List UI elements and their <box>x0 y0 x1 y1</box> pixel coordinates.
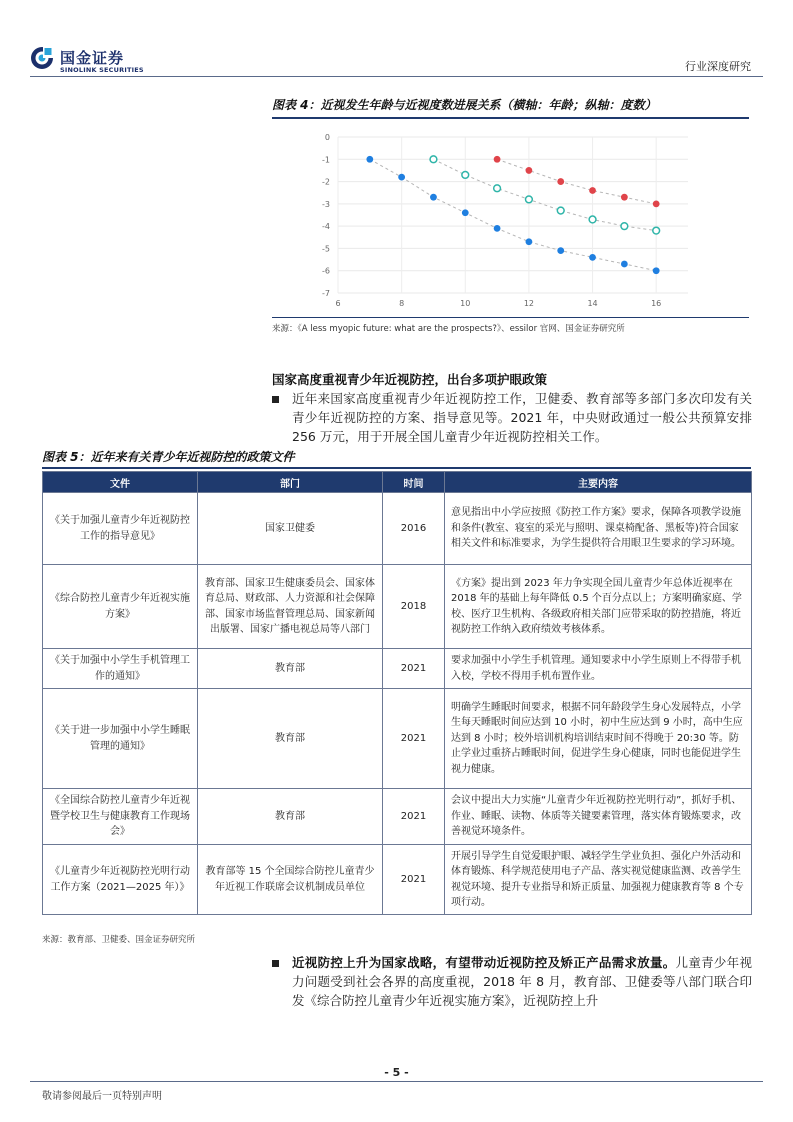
data-point-blue <box>366 156 373 163</box>
y-tick-label: -6 <box>322 266 330 276</box>
row-content: 要求加强中小学生手机管理。通知要求中小学生原则上不得带手机入校，学校不得用手机布置作业。 <box>445 649 752 689</box>
table-header-row <box>43 472 752 493</box>
row-document: 《儿童青少年近视防控光明行动工作方案（2021—2025 年）》 <box>43 845 198 915</box>
data-point-teal <box>526 196 533 203</box>
row-document: 《关于加强中小学生手机管理工作的通知》 <box>43 649 198 689</box>
footer-divider <box>30 1081 763 1082</box>
data-point-red <box>494 156 501 163</box>
myopia-progression-chart <box>272 125 749 315</box>
data-point-blue <box>430 194 437 201</box>
header-document: 文件 <box>43 472 198 493</box>
disclaimer-note: 敬请参阅最后一页特别声明 <box>42 1091 162 1102</box>
data-point-blue <box>494 225 501 232</box>
page-number: - 5 - <box>384 1066 409 1079</box>
data-point-teal <box>653 227 660 234</box>
row-department: 教育部 <box>198 689 383 789</box>
row-department: 国家卫健委 <box>198 493 383 565</box>
row-department: 教育部 <box>198 649 383 689</box>
row-department: 教育部 <box>198 789 383 845</box>
x-tick-label: 10 <box>460 299 471 308</box>
y-tick-label: -3 <box>322 199 330 209</box>
data-point-teal <box>494 185 501 192</box>
data-point-blue <box>398 174 405 181</box>
data-point-red <box>589 187 596 194</box>
policy-table <box>42 471 752 915</box>
row-year: 2021 <box>383 649 445 689</box>
logo-name-cn: 国金证券 <box>60 49 125 67</box>
row-content: 意见指出中小学应按照《防控工作方案》要求，保障各项教学设施和条件(教室、寝室的采光与照明、课桌椅配备、黑板等)符合国家相关文件和标准要求，为学生提供符合用眼卫生要求的学习环境。 <box>445 493 752 565</box>
figure4-source: 来源：《A less myopic future: what are the prospects?》、essilor 官网、国金证券研究所 <box>272 324 625 334</box>
row-document: 《关于加强儿童青少年近视防控工作的指导意见》 <box>43 493 198 565</box>
y-tick-label: -4 <box>322 222 330 232</box>
data-point-teal <box>589 216 596 223</box>
logo-name-en: SINOLINK SECURITIES <box>60 66 144 74</box>
row-year: 2021 <box>383 689 445 789</box>
row-content: 开展引导学生自觉爱眼护眼、减轻学生学业负担、强化户外活动和体育锻炼、科学规范使用电子产品、落实视觉健康监测、改善学生视觉环境、提升专业指导和矫正质量、加强视力健康教育等 8 个专项行动。 <box>445 845 752 915</box>
strategy-heading: 近视防控上升为国家战略，有望带动近视防控及矫正产品需求放量。 <box>292 955 676 970</box>
figure5-top-rule <box>42 467 751 469</box>
row-content: 会议中提出大力实施“儿童青少年近视防控光明行动”，抓好手机、作业、睡眠、读物、体质等关键要素管理，落实体育锻炼要求，改善视觉环境条件。 <box>445 789 752 845</box>
table-row <box>43 789 752 845</box>
table-row <box>43 689 752 789</box>
data-point-red <box>621 194 628 201</box>
data-point-blue <box>526 238 533 245</box>
data-point-red <box>557 178 564 185</box>
x-tick-label: 16 <box>651 299 662 308</box>
figure5-source: 来源：教育部、卫健委、国金证券研究所 <box>42 935 196 945</box>
row-content: 《方案》提出到 2023 年力争实现全国儿童青少年总体近视率在 2018 年的基础上每年降低 0.5 个百分点以上；方案明确家庭、学校、医疗卫生机构、各级政府相关部门应带采取的防控措施，将近视防控工作纳入政府绩效考核体系。 <box>445 565 752 649</box>
data-point-blue <box>589 254 596 261</box>
data-point-teal <box>621 223 628 230</box>
report-type: 行业深度研究 <box>685 60 751 73</box>
header-department: 部门 <box>198 472 383 493</box>
row-department: 教育部等 15 个全国综合防控儿童青少年近视工作联席会议机制成员单位 <box>198 845 383 915</box>
row-document: 《关于进一步加强中小学生睡眠管理的通知》 <box>43 689 198 789</box>
row-document: 《全国综合防控儿童青少年近视暨学校卫生与健康教育工作现场会》 <box>43 789 198 845</box>
policy-paragraph: 近年来国家高度重视青少年近视防控工作，卫健委、教育部等多部门多次印发有关青少年近视防控的方案、指导意见等。2021 年，中央财政通过一般公共预算安排 256 万元，用于开展全国儿童青少年近视防控相关工作。 <box>292 391 752 444</box>
y-tick-label: -5 <box>322 244 330 254</box>
x-tick-label: 6 <box>335 299 341 308</box>
figure5-title: 图表 5：近年来有关青少年近视防控的政策文件 <box>42 450 295 464</box>
x-tick-label: 8 <box>399 299 405 308</box>
row-year: 2021 <box>383 845 445 915</box>
x-tick-label: 12 <box>523 299 535 308</box>
row-year: 2021 <box>383 789 445 845</box>
y-tick-label: 0 <box>324 133 330 142</box>
data-point-red <box>653 200 660 207</box>
data-point-blue <box>653 267 660 274</box>
row-document: 《综合防控儿童青少年近视实施方案》 <box>43 565 198 649</box>
data-point-teal <box>462 171 469 178</box>
bullet-icon <box>272 960 279 967</box>
strategy-paragraph <box>292 953 752 1010</box>
x-tick-label: 14 <box>587 299 598 308</box>
y-tick-label: -7 <box>322 289 330 298</box>
table-row <box>43 649 752 689</box>
y-tick-label: -2 <box>322 177 330 187</box>
data-point-red <box>526 167 533 174</box>
data-point-blue <box>557 247 564 254</box>
row-year: 2016 <box>383 493 445 565</box>
strategy-text: 儿童青少年视力问题受到社会各界的高度重视，2018 年 8 月，教育部、卫健委等八部门联合印发《综合防控儿童青少年近视实施方案》，近视防控上升 <box>292 955 752 1008</box>
figure4-bottom-rule <box>272 317 749 318</box>
row-year: 2018 <box>383 565 445 649</box>
header-year: 时间 <box>383 472 445 493</box>
data-point-blue <box>621 261 628 268</box>
section-title: 国家高度重视青少年近视防控，出台多项护眼政策 <box>272 372 548 387</box>
sinolink-logo-icon <box>30 46 54 70</box>
bullet-icon <box>272 396 279 403</box>
figure4-title: 图表 4：近视发生年龄与近视度数进展关系（横轴：年龄；纵轴：度数） <box>272 98 657 112</box>
table-row <box>43 565 752 649</box>
figure4-top-rule <box>272 117 749 119</box>
row-content: 明确学生睡眠时间要求，根据不同年龄段学生身心发展特点，小学生每天睡眠时间应达到 10 小时，初中生应达到 9 小时，高中生应达到 8 小时；校外培训机构培训结束时间不得晚于 20:30 等。防止学业过重挤占睡眠时间，促进学生身心健康，同时也能促进学生视力健康。 <box>445 689 752 789</box>
row-department: 教育部、国家卫生健康委员会、国家体育总局、财政部、人力资源和社会保障部、国家市场监督管理总局、国家新闻出版署、国家广播电视总局等八部门 <box>198 565 383 649</box>
data-point-teal <box>557 207 564 214</box>
table-row <box>43 493 752 565</box>
header-content: 主要内容 <box>445 472 752 493</box>
data-point-teal <box>430 156 437 163</box>
data-point-blue <box>462 209 469 216</box>
table-row <box>43 845 752 915</box>
header-divider <box>30 76 763 77</box>
y-tick-label: -1 <box>322 155 330 165</box>
